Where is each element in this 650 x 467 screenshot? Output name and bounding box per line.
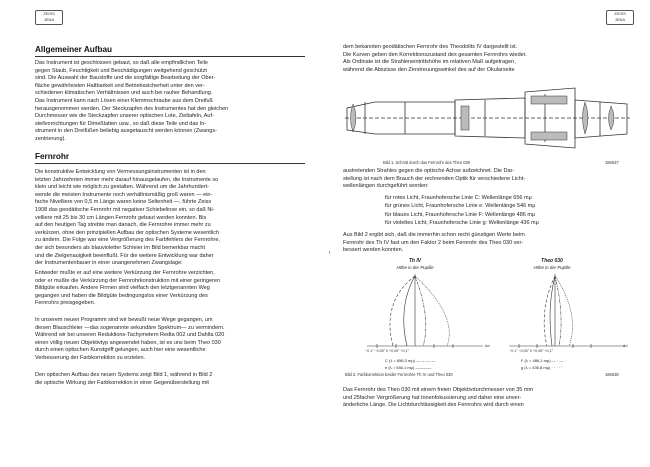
text-line: Während wir bei unseren Reduktions-Tachymetern Redta 002 und Dahlta 020 (35, 332, 225, 339)
text-line: Fernrohr des Th IV fast um den Faktor 2 beim Fernrohr des Theo 030 ver- (343, 239, 524, 246)
wavelength-item: für violettes Licht, Fraunhofersche Linie g: Wellenlänge 436 mμ (385, 219, 539, 226)
text-line: Fernrohrs preisgegeben. (35, 300, 96, 307)
eyepiece-lens (609, 106, 615, 130)
text-line: zu ändern. Die Folge war eine Vergrößerung des Farbfehlers der Fernrohre, (35, 237, 220, 244)
graph-left-ticks: −0,1° −0,05° 0 +0,05° +0,1° (365, 349, 410, 353)
text-line: sind. Die Auswahl der Baustoffe und die sorgfältige Bearbeitung der Ober- (35, 75, 216, 82)
objective-lens (351, 104, 357, 132)
section-title-aufbau: Allgemeiner Aufbau (35, 45, 113, 54)
legend-e: e (λ = 546,1 mμ) ———— (385, 365, 432, 370)
focus-knob-upper (531, 96, 567, 104)
text-line: diesen Blauschleier —das sogenannte sekundäre Spektrum— zu vermindern. (35, 324, 225, 331)
logo-line-1: ZEISS (43, 11, 55, 16)
paragraph-bild2 (343, 232, 625, 255)
text-line: stellvorrichtungen für Dimeßlatten usw., so daß diese Teile und das In- (35, 120, 207, 127)
text-line: der Instrumentenbauer in einer unangenehmen Zwangslage: (35, 260, 183, 267)
text-line: bessert werden konnten. (343, 247, 404, 254)
figure-2-number: 186538 (605, 372, 619, 377)
text-line: einen völlig neuen Objektivtyp angewendet haben, ist es uns beim Theo 030 (35, 339, 221, 346)
text-line: Durchmesser wie die Steckzapfen unserer optischen Lote, Zieltafeln, Auf- (35, 113, 214, 120)
graph-left-subtitle: Höhe in der Pupille (396, 265, 434, 270)
tube-section (461, 106, 469, 130)
text-line: strument in den Dreifüßen beliebig ausgetauscht werden können (Zwangs- (35, 128, 217, 135)
paragraph-fernrohr (35, 169, 307, 268)
paragraph-middle (343, 168, 625, 191)
text-line: Das Fernrohr des Theo 030 mit einem freien Objektivdurchmesser von 35 mm (343, 387, 534, 393)
chromatic-correction-graphs (363, 272, 633, 352)
text-line: Aus Bild 2 ergibt sich, daß die immerhin schon recht günstigen Werte beim (343, 232, 525, 238)
graph-right-ticks: −0,1° −0,05° 0 +0,05° +0,1° (509, 349, 554, 353)
paragraph-zwangslage (35, 270, 307, 308)
graph-left-axis-end: Δα' (485, 344, 491, 348)
text-line: Das Instrument ist geschlossen gebaut, so daß alle empfindlichen Teile (35, 60, 208, 66)
text-line: wellenlängen durchgeführt worden: (343, 183, 429, 190)
reticle (583, 102, 589, 134)
curve-left-e (404, 276, 415, 346)
text-line: während die Abszisse den Zerstreuungswinkel des auf der Okularseite (343, 66, 515, 73)
margin-mark: ι (329, 250, 331, 256)
paragraph-bottom (343, 387, 625, 410)
graph-right-axis-end: Δα' (623, 344, 629, 348)
text-line: velliere mit 25 bis 30 cm Längen Fernrohr gebaut werden konnten. Bis (35, 214, 207, 221)
text-line: fläche gewährleisten Haltbarkeit und Betriebssicherheit unter den ver- (35, 82, 205, 89)
wavelength-item: für rotes Licht, Fraunhofersche Linie C: Wellenlänge 656 mμ (385, 195, 532, 201)
text-line: die optische Wirkung der Farbkorrektion in einer Gegenüberstellung mit (35, 379, 209, 386)
text-line: klein und leicht wie möglich zu gestalten. Während um die Jahrhundert- (35, 184, 209, 191)
zeiss-logo (606, 10, 634, 25)
text-line: der sich besonders als blauvioletter Schleier im Bild bemerkbar macht (35, 244, 205, 251)
legend-g: g (λ = 435,8 mμ) · · · · · (521, 365, 563, 370)
zeiss-logo (35, 10, 63, 25)
curve-left-g (415, 276, 449, 346)
wavelength-list (385, 194, 539, 227)
text-line: Die konstruktive Entwicklung von Vermessungsinstrumenten ist in den (35, 169, 206, 175)
graph-right-subtitle: Höhe in der Pupille (533, 265, 571, 270)
text-line: oder er mußte die Verkürzung der Fernrohrkonstruktion mit einer geringeren (35, 277, 220, 284)
text-line: Die Kurven geben den Korrektionszustand des gesamten Fernrohrs wieder. (343, 51, 527, 58)
curve-right-f (555, 276, 561, 346)
figure-1-caption: Bild 1. Schnitt durch das Fernrohr des Theo 030 (383, 160, 471, 165)
text-line: Verbesserung der Farbkorrektion zu erzielen. (35, 354, 146, 361)
section-rule (35, 163, 305, 164)
paragraph-aufbau-system (35, 372, 307, 387)
logo-line-2: JENA (614, 17, 626, 22)
text-line: auf den heutigen Tag strebte man danach, die Fernrohre immer mehr zu (35, 222, 211, 229)
text-line: Als Ordinate ist die Strahleneintrittshöhe im relativen Maß aufgetragen, (343, 59, 516, 66)
section-title-fernrohr: Fernrohr (35, 152, 70, 161)
text-line: Bildgüte erkaufen. Andere Firmen sind vielfach den letztgenannten Weg (35, 285, 210, 292)
wavelength-item: für blaues Licht, Fraunhofersche Linie F: Wellenlänge 486 mμ (385, 211, 536, 218)
paragraph-programm (35, 317, 307, 363)
curve-left-f (415, 276, 426, 346)
paragraph-aufbau (35, 60, 307, 144)
curve-left-c (390, 276, 415, 346)
legend-c: C (λ = 656,3 mμ) — — — — (385, 358, 436, 363)
text-line: Den optischen Aufbau des neuen Systems zeigt Bild 1, während in Bild 2 (35, 372, 213, 378)
text-line: dem bekannten geodätischen Fernrohr des Theodolits IV dargestellt ist. (343, 44, 518, 50)
section-rule (35, 56, 305, 57)
right-page (325, 0, 650, 467)
figure-1-number: 186537 (605, 160, 619, 165)
text-line: fache Nivelliere von 0,5 m Länge waren keine Seltenheit —, führte Zeiss (35, 199, 212, 206)
text-line: 1908 das geodätische Fernrohr mit negativer Schiebelinse ein, so daß Ni- (35, 206, 215, 213)
text-line: schiedenen klimatischen Verhältnissen und auch bei rauher Behandlung. (35, 90, 213, 97)
text-line: Entweder mußte er auf eine weitere Verkürzung der Fernrohre verzichten, (35, 270, 215, 276)
text-line: durch einen optischen Kunstgriff gelungen, auch hier eine wesentliche (35, 347, 206, 354)
text-line: stellung ist nach dem Brauch der rechnenden Optik für verschiedene Licht- (343, 175, 526, 182)
text-line: änderliche Länge. Die Lichtdurchlässigkeit des Fernrohrs wird durch einen (343, 402, 524, 409)
text-line: und die Zielgenauigkeit beeinflußt. Für die weitere Entwicklung war daher (35, 252, 214, 259)
text-line: Das Instrument kann nach Lösen einer Klemmschraube aus dem Dreifuß (35, 97, 213, 104)
text-line: letzten Jahrzehnten immer mehr darauf hinausgelaufen, die Instrumente so (35, 176, 219, 183)
text-line: und 25facher Vergrößerung hat Innenfokussierung und daher eine unver- (343, 394, 522, 401)
curve-right-c (544, 276, 555, 346)
paragraph-top (343, 44, 625, 74)
logo-line-1: ZEISS (614, 11, 626, 16)
legend-f: F (λ = 486,1 mμ) — · — · (521, 358, 566, 363)
wavelength-item: für grünes Licht, Fraunhofersche Linie e: Wellenlänge 546 mμ (385, 203, 536, 210)
focus-knob-lower (531, 132, 567, 140)
logo-line-2: JENA (43, 17, 55, 22)
figure-2-caption: Bild 2. Farbkorrektion beider Fernrohre Th IV und Theo 030 (345, 372, 453, 377)
telescope-section-figure (345, 78, 630, 158)
text-line: herausgenommen werden. Der Steckzapfen des Instrumentes hat den gleichen (35, 105, 229, 112)
text-line: gegen Staub, Feuchtigkeit und Beschädigungen weitgehend geschützt (35, 67, 207, 74)
text-line: wende die meisten Instrumente noch verhältnismäßig groß waren — ein- (35, 191, 213, 198)
text-line: austretenden Strahles gegen die optische Achse aufzeichnet. Die Dar- (343, 168, 515, 174)
text-line: gegangen und haben die Bildgüte bedingungslos einer Verkürzung des (35, 292, 208, 299)
text-line: In unserem neuen Programm sind wir bewußt neue Wege gegangen, um (35, 317, 213, 323)
graph-right-title: Theo 030 (541, 258, 563, 264)
graph-left-title: Th IV (408, 258, 422, 264)
text-line: verkürzen, ohne den prinzipiellen Aufbau der optischen Systeme wesentlich (35, 229, 220, 236)
text-line: zentrierung). (35, 135, 66, 142)
